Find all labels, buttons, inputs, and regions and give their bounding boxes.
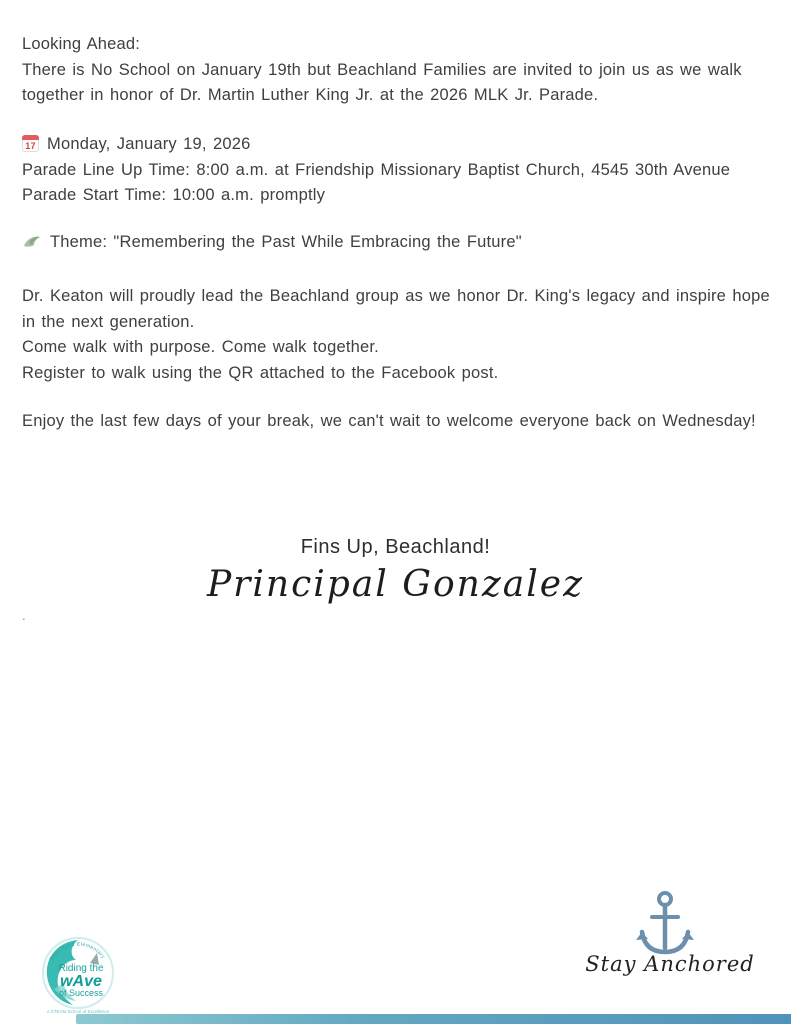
- principal-signature: Principal Gonzalez: [206, 564, 585, 605]
- logo-line3: of Success: [58, 988, 104, 998]
- stray-period: .: [22, 608, 26, 623]
- dove-icon: [22, 233, 42, 259]
- calendar-icon: [22, 135, 39, 152]
- looking-ahead-heading: Looking Ahead:: [22, 35, 141, 53]
- logo-line1: Riding the: [58, 963, 104, 974]
- start-line: Parade Start Time: 10:00 a.m. promptly: [22, 186, 326, 205]
- event-date-text: Monday, January 19, 2026: [47, 135, 251, 153]
- enjoy-section: [22, 409, 778, 435]
- intro-paragraph: There is No School on January 19th but Beachland Families are invited to join us as we walk together in honor of Dr. Martin Luther King Jr. at the 2026 MLK Jr. Parade.: [22, 60, 742, 105]
- theme-section: [22, 230, 778, 259]
- event-section: [22, 132, 778, 209]
- enjoy-line: Enjoy the last few days of your break, we can't wait to welcome everyone back on Wednesday!: [22, 412, 756, 430]
- body-section: [22, 284, 778, 386]
- fins-up-line: Fins Up, Beachland!: [300, 536, 491, 558]
- logo-arc-text: Beachland Elementary: [48, 941, 107, 962]
- intro-section: [22, 32, 778, 109]
- calendar-icon-day: 17: [25, 141, 36, 151]
- theme-text: Theme: "Remembering the Past While Embracing the Future": [50, 233, 522, 251]
- keaton-paragraph: Dr. Keaton will proudly lead the Beachland group as we honor Dr. King's legacy and inspire hope in the next generation.: [22, 287, 770, 331]
- bottom-accent-bar: [76, 1014, 791, 1024]
- theme-line: [22, 230, 778, 259]
- walk-line: Come walk with purpose. Come walk together.: [22, 338, 379, 357]
- event-date-line: [22, 132, 778, 158]
- wave-logo-icon: [34, 934, 122, 1018]
- lineup-line: Parade Line Up Time: 8:00 a.m. at Friendship Missionary Baptist Church, 4545 30th Avenue: [22, 160, 731, 179]
- school-logo: [34, 934, 122, 1018]
- register-line: Register to walk using the QR attached to the Facebook post.: [22, 363, 499, 382]
- logo-line2: wAve: [60, 973, 102, 990]
- stay-anchored-text: Stay Anchored: [585, 952, 755, 976]
- logo-subtext: A STEAM School of Excellence: [46, 1009, 110, 1014]
